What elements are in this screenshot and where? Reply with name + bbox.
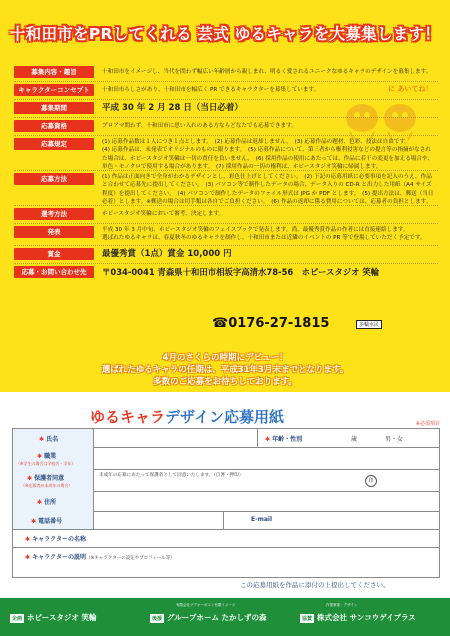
form-row-phone [13, 511, 439, 530]
form-row-guardian [13, 469, 439, 492]
form-title-b: デザイン応募用紙 [165, 408, 284, 426]
job-note: （※学生の場合は学校名・学年） [16, 461, 76, 466]
mascot-illustration [340, 82, 433, 142]
job-field[interactable] [93, 447, 439, 469]
divider [14, 223, 438, 224]
row-value: (1) 作品は正面向きで全身がわかるデザインとし、彩色仕上げとしてください。 (2) 下記の応募用紙に必要事項を記入のうえ、作品と合わせて応募先に提出してください。 (3) パソコン等で制作したデータの場合、データ入りの CD-R と出力した用紙（A4 サイズ程度）を提出してください。 (4) パソコンで制作したデータのファイル形式は JPG か PDF とします。 (5) 提出方法は、郵送（当日必着）とします。※郵送の場合は切手類は各自でご負担ください。 (6) 作品の返却に係る費用については、応募者の負担とします。 [102, 174, 434, 206]
form-row-job [13, 447, 439, 470]
sponsor-cooperation: 協賛 株式会社 サンコウゲイプラス [302, 613, 416, 622]
age-gender-label: ✱ 年齢・性別 [265, 436, 303, 443]
debut-line-3: 多数のご応募をお待ちしております。 [153, 377, 297, 387]
row-label: 募集期間 [14, 102, 94, 114]
char-desc-label: ✱ キャラクターの説明（※キャラクターの設定やプロフィール等） [25, 554, 175, 561]
footer-sponsors [0, 598, 450, 636]
phone-field[interactable] [93, 511, 223, 529]
required-note: ※必須項目 [415, 421, 440, 427]
email-field[interactable] [313, 511, 439, 529]
form-row-name [13, 429, 439, 448]
mascot-speech: に あいてね！ [388, 85, 433, 93]
divider [14, 135, 438, 136]
guardian-text: 未成年の応募にあたって保護者として同意いたします。（自署・押印） [99, 473, 244, 478]
divider [14, 245, 438, 246]
phone-label: ✱ 電話番号 [31, 518, 63, 525]
row-label: 選考方法 [14, 208, 94, 220]
sponsor-support-sub: 有限会社グアホーポスト有限イメージ [176, 603, 236, 607]
row-label: キャラクターコンセプト [14, 84, 94, 96]
guardian-note: （※応募者が未成年の場合） [21, 483, 73, 488]
divider [14, 263, 438, 264]
form-row-char-name [13, 529, 439, 548]
seal-circle: 印 [365, 475, 377, 487]
headline: 十和田市をPRしてくれる 芸式 ゆるキャラを大募集します！ [9, 25, 441, 43]
cell-divider [223, 511, 224, 529]
debut-line-1: 4月のさくらの時期にデビュー！ [162, 353, 288, 363]
guardian-label: ✱ 保護者同意 [27, 475, 65, 482]
row-value: 平成 30 年 2 月 28 日（当日必着） [102, 103, 243, 113]
row-label: 応募・お問い合わせ先 [14, 266, 94, 278]
sponsor-support: 後援 グループホーム たかしずの森 [152, 613, 267, 622]
email-label: E-mail [251, 516, 273, 523]
name-label: ✱ 氏名 [39, 436, 59, 443]
divider [14, 99, 438, 100]
char-name-field[interactable] [123, 529, 439, 547]
row-value: 最優秀賞（1点）賞金 10,000 円 [102, 249, 232, 259]
sponsor-planning: 企画 ホビースタジオ 笑輪 [12, 613, 97, 622]
row-value: 十和田市らしさがあり、十和田市を幅広く PR できるキャラクターを募集しています。 [102, 87, 320, 93]
divider [14, 170, 438, 171]
cell-divider [257, 429, 258, 447]
char-name-label: ✱ キャラクターの名称 [25, 536, 87, 543]
form-row-address [13, 491, 439, 512]
row-value: ホビースタジオ笑輪において審考、決定します。 [102, 211, 225, 217]
age-unit: 歳 [351, 436, 358, 443]
divider [14, 81, 438, 82]
debut-message [0, 352, 450, 388]
char-desc-field[interactable] [13, 561, 439, 577]
form-row-char-desc [13, 547, 439, 577]
gender-options[interactable]: 男・女 [385, 436, 404, 443]
row-label: 賞金 [14, 248, 94, 260]
row-label: 募集内容・趣旨 [14, 66, 94, 78]
divider [14, 117, 438, 118]
job-label: ✱ 職業 [37, 453, 57, 460]
row-value: 十和田市をイメージし、当代を問わず幅広い年齢層から親しまれ、明るく愛されるユニークなゆるキャラのデザインを募集します。 [102, 69, 432, 75]
contact-logo: 歩輪水民 [356, 320, 382, 329]
form-title-a: ゆるキャラ [90, 408, 166, 426]
row-label: 発表 [14, 226, 94, 238]
row-value: 〒034-0041 青森県十和田市相坂字高清水78-56 ホビースタジオ 笑輪 [102, 267, 380, 277]
sponsor-cooperation-sub: 作業事業・デザイン [326, 603, 358, 607]
divider [14, 205, 438, 206]
entry-form [12, 428, 440, 578]
address-label: ✱ 住所 [37, 499, 57, 506]
row-label: 応募規定 [14, 138, 94, 150]
form-footnote: この応募用紙を作品に添付の上提出してください。 [240, 581, 390, 589]
name-field[interactable] [93, 429, 257, 447]
contact-phone[interactable]: ☎0176-27-1815 [212, 316, 330, 331]
address-field[interactable] [93, 491, 439, 511]
form-title [90, 406, 284, 427]
row-label: 応募資格 [14, 120, 94, 132]
debut-line-2: 選ばれたゆるキャラの任期は、平成31年3月末までとなります。 [101, 365, 349, 375]
row-value: 平成 30 年 3 月中旬、ホビースタジオ笑輪のフェイスブックで発表します。尚、最優秀賞作品の作者には直接連絡します。 選ばれたゆるキャラは、春夏秋冬のゆるキャラを制作し、十和田市または近隣のイベントの PR 等で登場していただく予定です。 [102, 227, 426, 242]
row-value: プロアマ問わず、十和田市に思い入れのある方ならどなたでも応募できます。 [102, 123, 297, 129]
row-label: 応募方法 [14, 173, 94, 185]
row-value: (1) 応募作品数は１人につき１点とします。 (2) 応募作品は返却しません。 (3) 応募作品の題材、色彩、技法は自由です。 (4) 応募作品は、未発表でオリジナルのものに限ります。 (5) 応募作品について、第三者から権利侵害などの提言等の指摘がなされた場合は、ホビースタジオ笑輪は一切の責任を負いません。 (6) 採用作品の使用にあたっては、作品に若干の変更を加える場合や、単色・モノクロで使用する場合があります。 (7) 採用作品の一切の権利は、ホビースタジオ笑輪に帰属します。 [102, 139, 434, 171]
